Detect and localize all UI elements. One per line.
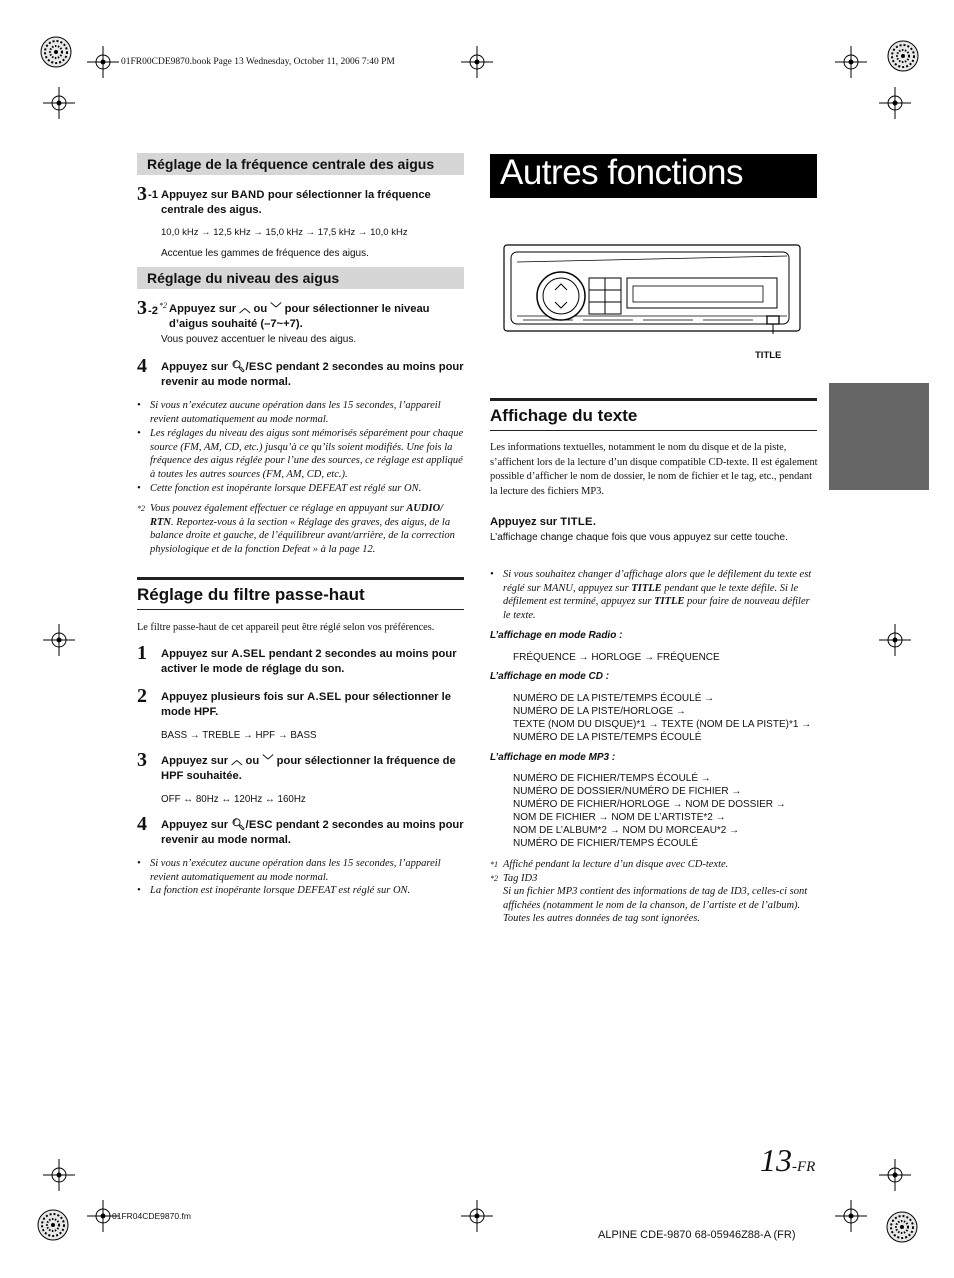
cross-mark: [461, 46, 493, 78]
mode-line: NOM DE FICHIER → NOM DE L’ARTISTE*2 →: [513, 812, 726, 823]
cross-mark: [879, 1159, 911, 1191]
footnote-2: *2 Tag ID3: [490, 872, 538, 884]
hpf-freq-sequence: OFF ↔ 80Hz ↔ 120Hz ↔ 160Hz: [161, 794, 306, 805]
step-instruction: Appuyez sur A.SEL pendant 2 secondes au moins pour activer le mode de réglage du son.: [161, 648, 457, 675]
model-info: ALPINE CDE-9870 68-05946Z88-A (FR): [598, 1229, 796, 1241]
note-item: • Cette fonction est inopérante lorsque DEFEAT est réglé sur ON.: [137, 483, 422, 494]
search-icon: 🔍︎: [231, 819, 246, 831]
star-mark-br: [887, 1212, 917, 1242]
footnotes-right: [490, 858, 818, 926]
step-description: Accentue les gammes de fréquence des aigus.: [161, 248, 369, 259]
section-title-treble-freq: Réglage de la fréquence centrale des aigus: [137, 153, 464, 175]
side-tab: [829, 383, 929, 490]
step-number: 2: [137, 685, 147, 707]
mode-line: NUMÉRO DE FICHIER/TEMPS ÉCOULÉ →: [513, 773, 711, 784]
footnote-ref: *2: [159, 301, 167, 310]
step-sub: -2: [148, 305, 158, 317]
step-instruction: Appuyez sur BAND pour sélectionner la fréquence centrale des aigus.: [161, 189, 431, 216]
cross-mark: [835, 1200, 867, 1232]
print-info: 01FR00CDE9870.book Page 13 Wednesday, October 11, 2006 7:40 PM: [121, 57, 395, 67]
scroll-note: • Si vous souhaitez changer d’affichage alors que le défilement du texte est réglé sur MANU, appuyez sur TITLE pendant que le texte défile. Si le défilement est terminé, appuyez sur TITLE pour faire de nouveau défiler le texte.: [490, 569, 812, 621]
star-mark-bl: [38, 1210, 68, 1240]
cross-mark: [879, 624, 911, 656]
step-description: Vous pouvez accentuer le niveau des aigus.: [161, 334, 357, 345]
up-arrow-icon: ︿: [231, 755, 243, 767]
head-unit-illustration: [503, 244, 801, 334]
cross-mark: [43, 624, 75, 656]
section-title-text-display: Affichage du texte: [490, 398, 817, 431]
mp3-mode-sequence: [513, 772, 823, 850]
mode-line: NOM DE L’ALBUM*2 → NOM DU MORCEAU*2 →: [513, 825, 740, 836]
step-instruction: Appuyez sur 🔍︎/ESC pendant 2 secondes au moins pour revenir au mode normal.: [161, 361, 464, 388]
mode-line: NUMÉRO DE FICHIER/TEMPS ÉCOULÉ: [513, 838, 699, 849]
note-item: • La fonction est inopérante lorsque DEFEAT est réglé sur ON.: [137, 885, 411, 896]
notes-list-1: [137, 399, 465, 496]
down-arrow-icon: ﹀: [262, 755, 274, 767]
mode-line: NUMÉRO DE DOSSIER/NUMÉRO DE FICHIER →: [513, 786, 742, 797]
page-title: Autres fonctions: [490, 154, 817, 198]
step-instruction: Appuyez sur ︿ ou ﹀ pour sélectionner le niveau d’aigus souhaité (–7~+7).: [169, 303, 430, 330]
cross-mark: [43, 87, 75, 119]
step-instruction: Appuyez sur 🔍︎/ESC pendant 2 secondes au moins pour revenir au mode normal.: [161, 819, 464, 846]
step-number: 3: [137, 749, 147, 771]
mode-line: NUMÉRO DE FICHIER/HORLOGE → NOM DE DOSSIER →: [513, 799, 786, 810]
note-item: • Si vous n’exécutez aucune opération dans les 15 secondes, l’appareil revient automatiquement au mode normal.: [137, 858, 441, 883]
star-mark-tl: [41, 37, 71, 67]
note-item: • Si vous n’exécutez aucune opération dans les 15 secondes, l’appareil revient automatiquement au mode normal.: [137, 400, 441, 425]
footnote-1: *1 Affiché pendant la lecture d’un disque avec CD-texte.: [490, 859, 729, 870]
section-title-hpf: Réglage du filtre passe-haut: [137, 577, 464, 610]
step-instruction: Appuyez plusieurs fois sur A.SEL pour sélectionner le mode HPF.: [161, 691, 451, 718]
up-arrow-icon: ︿: [239, 303, 251, 315]
mp3-mode-heading: L’affichage en mode MP3 :: [490, 752, 616, 763]
radio-mode-heading: L’affichage en mode Radio :: [490, 630, 623, 641]
step-number: 1: [137, 642, 147, 664]
freq-sequence: 10,0 kHz → 12,5 kHz → 15,0 kHz → 17,5 kHz → 10,0 kHz: [161, 227, 408, 238]
down-arrow-icon: ﹀: [270, 303, 282, 315]
mode-line: TEXTE (NOM DU DISQUE)*1 → TEXTE (NOM DE LA PISTE)*1 →: [513, 719, 812, 730]
notes-list-2: [137, 857, 465, 898]
title-button-label: TITLE: [755, 350, 782, 361]
cd-mode-heading: L’affichage en mode CD :: [490, 671, 610, 682]
hpf-intro: Le filtre passe-haut de cet appareil peut être réglé selon vos préférences.: [137, 622, 435, 633]
mode-line: NUMÉRO DE LA PISTE/TEMPS ÉCOULÉ →: [513, 693, 715, 704]
mode-line: NUMÉRO DE LA PISTE/HORLOGE →: [513, 706, 686, 717]
page-number: 13-FR: [760, 1142, 816, 1178]
cd-mode-sequence: [513, 692, 823, 744]
hpf-mode-sequence: BASS → TREBLE → HPF → BASS: [161, 730, 317, 741]
step-number: 3: [137, 297, 147, 319]
mode-line: NUMÉRO DE LA PISTE/TEMPS ÉCOULÉ: [513, 732, 702, 743]
cross-mark: [43, 1159, 75, 1191]
note-item: • Les réglages du niveau des aigus sont mémorisés séparément pour chaque source (FM, AM, CD, etc.) jusqu’à ce qu’ils soient modifiés. Une fois la fréquence des aigus réglée pour l’une des sources, ce réglage est appliqué à toutes les autres sources (FM, AM, CD, etc.).: [137, 428, 464, 480]
cross-mark: [87, 46, 119, 78]
file-info: 01FR04CDE9870.fm: [112, 1211, 191, 1221]
search-icon: 🔍︎: [231, 361, 246, 373]
cross-mark: [879, 87, 911, 119]
press-title-instruction: Appuyez sur TITLE.: [490, 516, 596, 528]
radio-mode-sequence: FRÉQUENCE → HORLOGE → FRÉQUENCE: [513, 652, 720, 663]
step-number: 3: [137, 183, 147, 205]
step-instruction: Appuyez sur ︿ ou ﹀ pour sélectionner la fréquence de HPF souhaitée.: [161, 755, 456, 782]
cross-mark: [835, 46, 867, 78]
footnote-2-detail: Si un fichier MP3 contient des informations de tag de ID3, celles-ci sont affichées (notamment le nom de la chanson, de l’artiste et de l’album). Toutes les autres données de tag sont ignorées.: [503, 886, 808, 924]
section-title-treble-level: Réglage du niveau des aigus: [137, 267, 464, 289]
press-title-description: L’affichage change chaque fois que vous appuyez sur cette touche.: [490, 532, 788, 543]
step-number: 4: [137, 813, 147, 835]
step-number: 4: [137, 355, 147, 377]
step-sub: -1: [148, 189, 158, 201]
cross-mark: [461, 1200, 493, 1232]
star-mark-tr: [888, 41, 918, 71]
text-display-intro: Les informations textuelles, notamment le nom du disque et de la piste, s’affichent lors de la lecture d’un disque compatible CD-texte. Il est également possible d’afficher le nom de dossier, le nom de fichier et le tag, etc., pendant la lecture des fichiers MP3.: [490, 442, 818, 497]
footnote-2: *2 Vous pouvez également effectuer ce réglage en appuyant sur AUDIO/ RTN. Reportez-vous à la section « Réglage des graves, des aigus, de la balance droite et gauche, de l’équilibreur avant/arrière, de la correction physiologique et de la fonction Defeat » à la page 12.: [137, 503, 455, 555]
